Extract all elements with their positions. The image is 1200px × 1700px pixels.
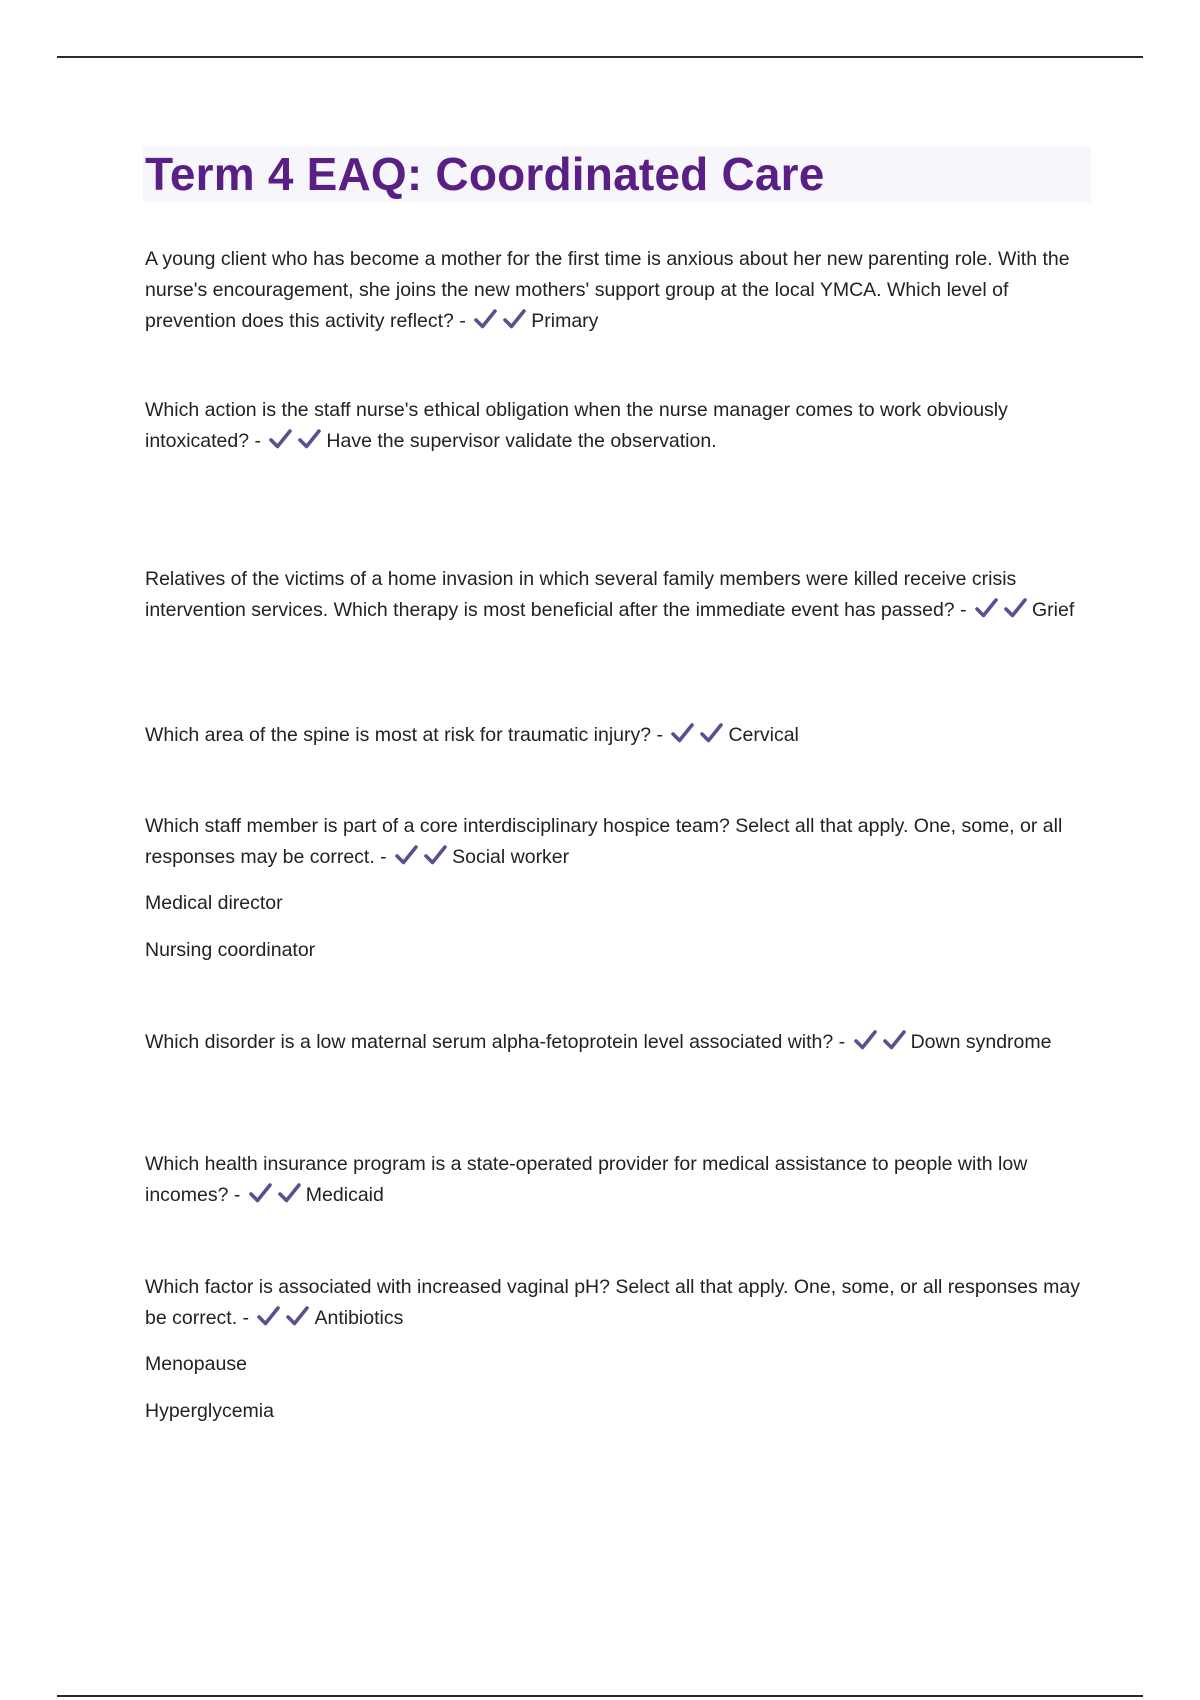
answer-text: Antibiotics — [314, 1307, 404, 1329]
answer-checks — [670, 722, 724, 744]
question-text: Relatives of the victims of a home invasion in which several family members were killed receive crisis intervention services. Which therapy is most beneficial after the immediate event has passed? - — [145, 568, 1017, 621]
question-text: Which health insurance program is a state-operated provider for medical assistance to people with low incomes? - — [145, 1153, 1028, 1206]
answer-text: Primary — [531, 310, 599, 332]
qa-item — [145, 1272, 1095, 1334]
answer-checks — [473, 308, 527, 330]
check-icon — [882, 1029, 907, 1051]
qa-item — [145, 811, 1095, 873]
qa-text — [145, 1027, 1095, 1058]
answer-checks — [248, 1182, 302, 1204]
extra-answer: Medical director — [145, 892, 283, 914]
answer-text: Social worker — [452, 846, 570, 868]
check-icon — [277, 1182, 302, 1204]
top-rule — [57, 56, 1143, 58]
page-title: Term 4 EAQ: Coordinated Care — [145, 148, 825, 200]
extra-answer: Hyperglycemia — [145, 1400, 274, 1422]
check-icon — [394, 844, 419, 866]
check-icon — [297, 428, 322, 450]
check-icon — [853, 1029, 878, 1051]
qa-item — [145, 564, 1095, 626]
check-icon — [502, 308, 527, 330]
check-icon — [1003, 597, 1028, 619]
qa-text — [145, 395, 1095, 457]
qa-text — [145, 1272, 1095, 1334]
qa-item — [145, 1027, 1095, 1058]
check-icon — [699, 722, 724, 744]
check-icon — [473, 308, 498, 330]
check-icon — [285, 1305, 310, 1327]
answer-text: Have the supervisor validate the observation. — [326, 430, 717, 452]
answer-text: Medicaid — [305, 1184, 384, 1206]
check-icon — [248, 1182, 273, 1204]
answer-checks — [268, 428, 322, 450]
qa-text — [145, 244, 1095, 337]
qa-item — [145, 720, 1095, 751]
question-text: Which action is the staff nurse's ethical obligation when the nurse manager comes to work obviously intoxicated? - — [145, 399, 1008, 452]
check-icon — [423, 844, 448, 866]
check-icon — [268, 428, 293, 450]
question-text: A young client who has become a mother for the first time is anxious about her new parenting role. With the nurse's encouragement, she joins the new mothers' support group at the local YMCA. Which level of prevention does this activity reflect? - — [145, 248, 1070, 332]
question-text: Which area of the spine is most at risk for traumatic injury? - — [145, 724, 664, 746]
qa-text — [145, 720, 1095, 751]
qa-item — [145, 244, 1095, 337]
extra-answer: Menopause — [145, 1353, 247, 1375]
answer-text: Grief — [1031, 599, 1075, 621]
qa-text — [145, 811, 1095, 873]
check-icon — [670, 722, 695, 744]
bottom-rule — [57, 1695, 1143, 1697]
answer-text: Down syndrome — [910, 1031, 1052, 1053]
answer-checks — [394, 844, 448, 866]
question-text: Which disorder is a low maternal serum alpha-fetoprotein level associated with? - — [145, 1031, 846, 1053]
check-icon — [256, 1305, 281, 1327]
answer-text: Cervical — [728, 724, 799, 746]
answer-checks — [853, 1029, 907, 1051]
extra-answer: Nursing coordinator — [145, 939, 316, 961]
qa-item — [145, 1149, 1095, 1211]
qa-text — [145, 564, 1095, 626]
check-icon — [974, 597, 999, 619]
question-text: Which factor is associated with increased vaginal pH? Select all that apply. One, some, or all responses may be correct. - — [145, 1276, 1081, 1329]
question-text: Which staff member is part of a core interdisciplinary hospice team? Select all that apply. One, some, or all responses may be correct. - — [145, 815, 1063, 868]
answer-checks — [974, 597, 1028, 619]
qa-text — [145, 1149, 1095, 1211]
answer-checks — [256, 1305, 310, 1327]
qa-item — [145, 395, 1095, 457]
